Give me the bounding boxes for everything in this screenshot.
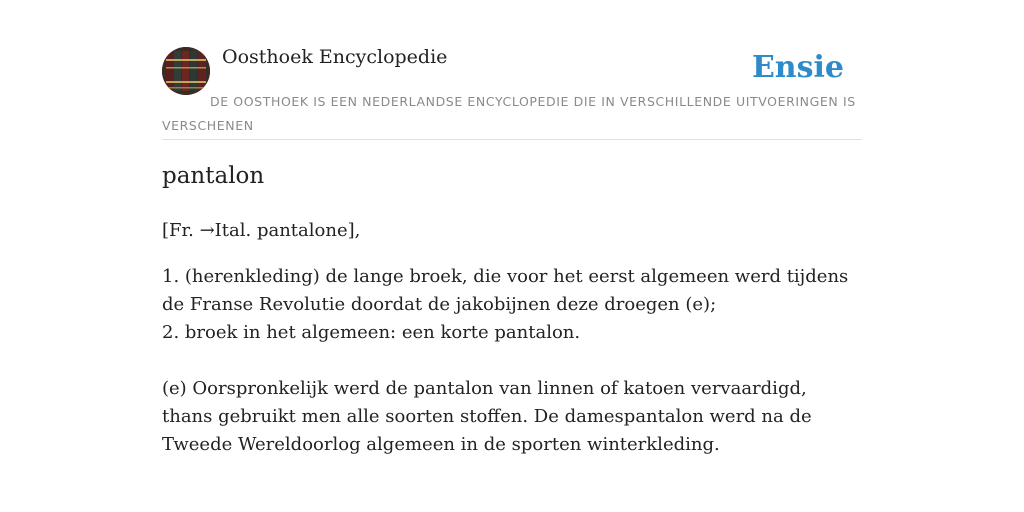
entry-definitions (162, 263, 862, 347)
page-container (162, 0, 862, 455)
definition-item: 2. broek in het algemeen: een korte pantalon. (162, 322, 581, 343)
header (162, 0, 862, 140)
entry-etymology: [Fr. →Ital. pantalone], (162, 220, 361, 241)
site-title[interactable]: Oosthoek Encyclopedie (222, 46, 448, 68)
site-tagline: DE OOSTHOEK IS EEN NEDERLANDSE ENCYCLOPEDIE DIE IN VERSCHILLENDE UITVOERINGEN IS VERSCHENEN (162, 94, 856, 133)
book-spines-icon[interactable] (162, 47, 210, 95)
definition-item: 1. (herenkleding) de lange broek, die voor het eerst algemeen werd tijdens de Franse Revolutie doordat de jakobijnen deze droegen (e); (162, 266, 849, 315)
entry-title: pantalon (162, 163, 265, 189)
entry-note: (e) Oorspronkelijk werd de pantalon van linnen of katoen vervaardigd, thans gebruikt men alle soorten stoffen. De damespantalon werd na de Tweede Wereldoorlog algemeen in de sporten winterkleding. (162, 378, 812, 455)
brand-logo-link[interactable]: Ensie (751, 50, 844, 85)
